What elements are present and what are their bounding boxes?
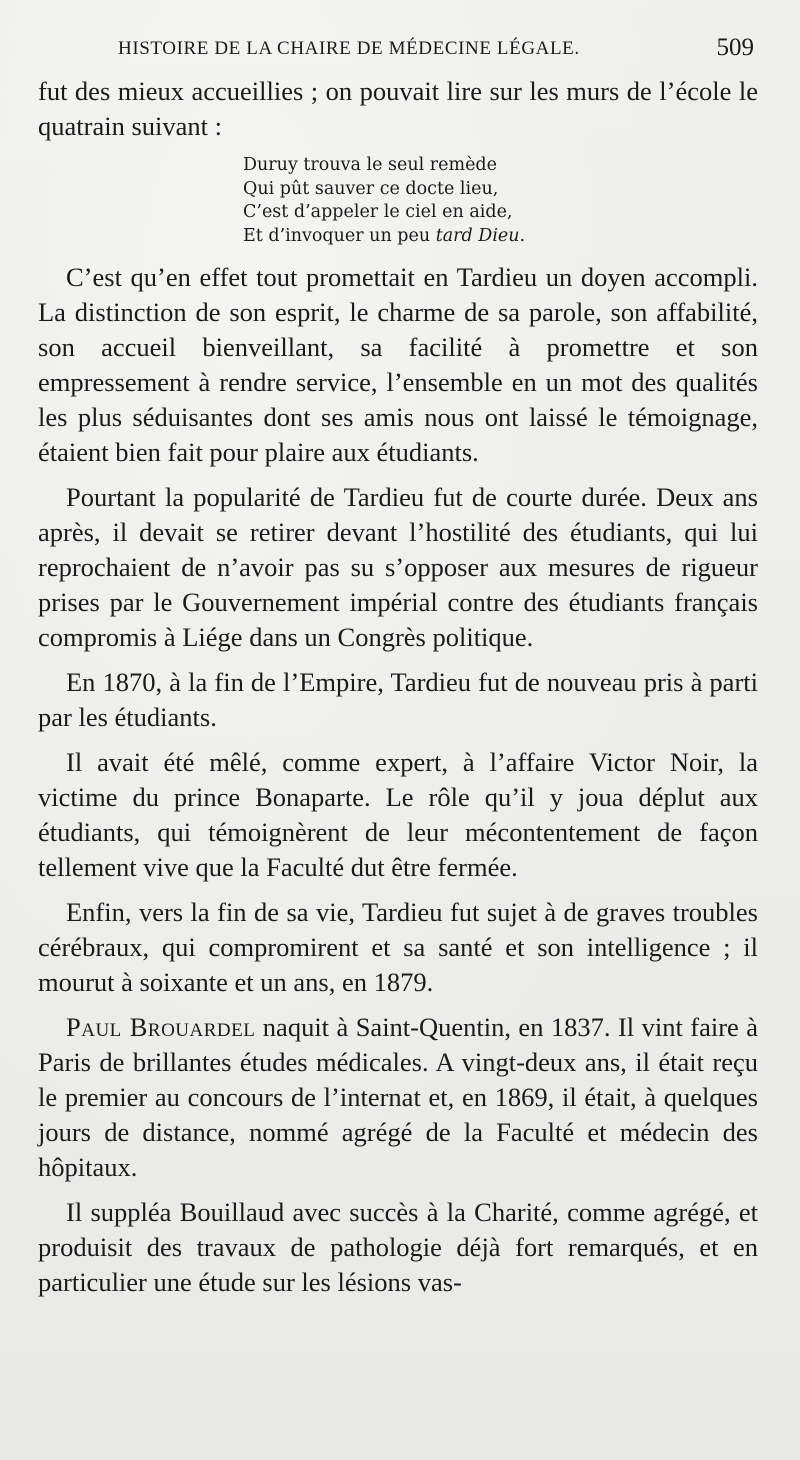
verse-line-4-text: Et d’invoquer un peu	[243, 225, 436, 246]
verse-line-4-italic: tard Dieu	[435, 225, 520, 246]
running-title: HISTOIRE DE LA CHAIRE DE MÉDECINE LÉGALE.	[118, 38, 580, 59]
verse-line-4-end: .	[519, 225, 526, 246]
verse-line-2: Qui pût sauver ce docte lieu,	[243, 178, 499, 199]
paragraph-7-text: naquit à Saint-Quentin, en 1837. Il vint faire à Paris de brillantes études médicales. A vingt-deux ans, il était reçu le premier au concours de l’internat et, en 1869, il était, à quelques jours de distance, nommé agrégé de la Faculté et médecin des hôpitaux.	[38, 1012, 758, 1182]
person-name: Paul Brouardel	[66, 1012, 256, 1042]
page-number: 509	[716, 34, 754, 61]
paragraph-6: Enfin, vers la fin de sa vie, Tardieu fut sujet à de graves troubles cérébraux, qui compromirent et sa santé et son intelligence ; il mourut à soixante et un ans, en 1879.	[38, 897, 758, 997]
paragraph-5: Il avait été mêlé, comme expert, à l’affaire Victor Noir, la victime du prince Bonaparte. Le rôle qu’il y joua déplut aux étudiants, qui témoignèrent de leur mécontentement de façon tellement vive que la Faculté dut être fermée.	[38, 747, 758, 882]
verse-line-3: C’est d’appeler le ciel en aide,	[243, 202, 513, 222]
paragraph-8: Il suppléa Bouillaud avec succès à la Charité, comme agrégé, et produisit des travaux de pathologie déjà fort remarqués, et en particulier une étude sur les lésions vas-	[38, 1197, 758, 1297]
verse-line-1: Duruy trouva le seul remède	[243, 155, 497, 175]
page-header	[0, 34, 800, 64]
paragraph-7	[38, 1010, 758, 1185]
quatrain	[243, 154, 758, 248]
page-body	[38, 74, 758, 1310]
verse-line-4	[243, 225, 758, 249]
paragraph-2: C’est qu’en effet tout promettait en Tardieu un doyen accompli. La distinction de son esprit, le charme de sa parole, son affabilité, son accueil bienveillant, sa facilité à promettre et son empressement à rendre service, l’ensemble en un mot des qualités les plus séduisantes dont ses amis nous ont laissé le témoignage, étaient bien fait pour plaire aux étudiants.	[38, 262, 758, 467]
paragraph-4: En 1870, à la fin de l’Empire, Tardieu fut de nouveau pris à parti par les étudiants.	[38, 667, 758, 732]
paragraph-3: Pourtant la popularité de Tardieu fut de courte durée. Deux ans après, il devait se retirer devant l’hostilité des étudiants, qui lui reprochaient de n’avoir pas su s’opposer aux mesures de rigueur prises par le Gouvernement impérial contre des étudiants français compromis à Liége dans un Congrès politique.	[38, 482, 758, 652]
paragraph-1: fut des mieux accueillies ; on pouvait lire sur les murs de l’école le quatrain suivant :	[38, 76, 758, 141]
